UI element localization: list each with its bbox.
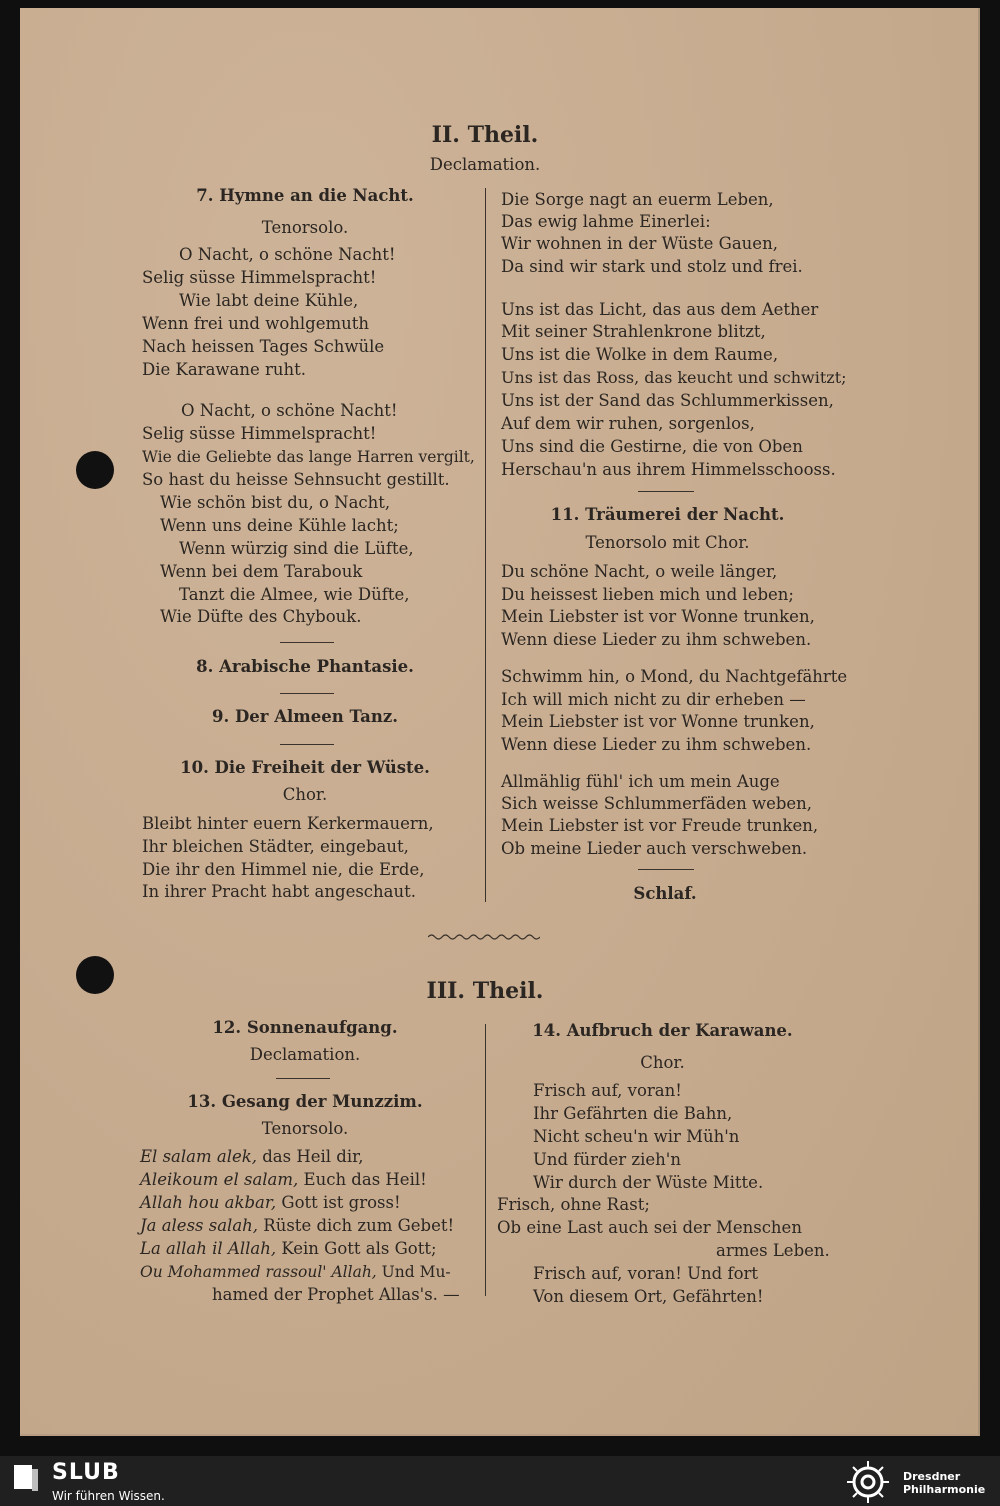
- verse-line: Wie die Geliebte das lange Harren vergilt,: [142, 448, 475, 466]
- no11-title: 11. Träumerei der Nacht.: [550, 505, 785, 524]
- no12-subtitle: Declamation.: [249, 1045, 361, 1064]
- verse-line: Allmählig fühl' ich um mein Auge: [501, 772, 780, 791]
- verse-line: Uns ist die Wolke in dem Raume,: [501, 345, 779, 364]
- verse-line: O Nacht, o schöne Nacht!: [181, 401, 398, 420]
- verse-line: Wie schön bist du, o Nacht,: [160, 493, 391, 512]
- verse-line: Tanzt die Almee, wie Düfte,: [179, 585, 410, 604]
- no13-subtitle: Tenorsolo.: [261, 1119, 349, 1138]
- slub-logo-icon: [12, 1463, 40, 1493]
- section3-title: III. Theil.: [426, 978, 544, 1004]
- partner-name-line2: Philharmonie: [903, 1483, 986, 1496]
- verse-line: Ja aless salah, Rüste dich zum Gebet!: [140, 1216, 455, 1235]
- no14-subtitle: Chor.: [640, 1053, 685, 1072]
- verse-line: Frisch auf, voran! Und fort: [533, 1264, 759, 1283]
- separator-rule: [280, 642, 334, 643]
- verse-line: Uns ist der Sand das Schlummerkissen,: [501, 391, 834, 410]
- verse-line: Da sind wir stark und stolz und frei.: [501, 257, 803, 276]
- verse-line: El salam alek, das Heil dir,: [140, 1147, 364, 1166]
- no11-subtitle: Tenorsolo mit Chor.: [585, 533, 750, 552]
- verse-line: Wenn diese Lieder zu ihm schweben.: [501, 630, 812, 649]
- verse-line: Frisch, ohne Rast;: [497, 1195, 650, 1214]
- punch-hole: [76, 956, 114, 994]
- verse-line: Mein Liebster ist vor Wonne trunken,: [501, 607, 815, 626]
- verse-line: In ihrer Pracht habt angeschaut.: [142, 882, 417, 901]
- verse-line: Ich will mich nicht zu dir erheben —: [501, 690, 806, 709]
- separator-rule: [638, 869, 694, 870]
- verse-line: Nicht scheu'n wir Müh'n: [533, 1127, 740, 1146]
- closing-word: Schlaf.: [633, 884, 697, 903]
- verse-line: Die Karawane ruht.: [142, 360, 307, 379]
- no14-title: 14. Aufbruch der Karawane.: [532, 1021, 793, 1040]
- verse-line: Uns ist das Ross, das keucht und schwitzt;: [501, 368, 847, 387]
- verse-line: Nach heissen Tages Schwüle: [142, 337, 385, 356]
- verse-line: La allah il Allah, Kein Gott als Gott;: [140, 1239, 437, 1258]
- verse-line: Uns ist das Licht, das aus dem Aether: [501, 300, 819, 319]
- verse-line: Ihr Gefährten die Bahn,: [533, 1104, 733, 1123]
- verse-line: Schwimm hin, o Mond, du Nachtgefährte: [501, 667, 848, 686]
- separator-rule: [276, 1078, 330, 1079]
- verse-line: Wie labt deine Kühle,: [179, 291, 359, 310]
- no9-title: 9. Der Almeen Tanz.: [212, 707, 398, 726]
- separator-rule: [280, 693, 334, 694]
- verse-line: Wenn würzig sind die Lüfte,: [179, 539, 414, 558]
- verse-line: Du schöne Nacht, o weile länger,: [501, 562, 778, 581]
- verse-line: Uns sind die Gestirne, die von Oben: [501, 437, 803, 456]
- verse-line: armes Leben.: [716, 1241, 830, 1260]
- footer-bar: [0, 1456, 1000, 1506]
- no12-title: 12. Sonnenaufgang.: [212, 1018, 398, 1037]
- separator-rule: [280, 744, 334, 745]
- verse-line: Wie Düfte des Chybouk.: [160, 607, 362, 626]
- no10-title: 10. Die Freiheit der Wüste.: [180, 758, 430, 777]
- verse-line: Allah hou akbar, Gott ist gross!: [140, 1193, 401, 1212]
- verse-line: Ob eine Last auch sei der Menschen: [497, 1218, 802, 1237]
- slub-brand: SLUB: [52, 1460, 120, 1485]
- verse-line: Aleikoum el salam, Euch das Heil!: [140, 1170, 427, 1189]
- verse-line: O Nacht, o schöne Nacht!: [179, 245, 396, 264]
- verse-line: So hast du heisse Sehnsucht gestillt.: [142, 470, 450, 489]
- verse-line: Ou Mohammed rassoul' Allah, Und Mu-: [140, 1263, 451, 1281]
- no10-subtitle: Chor.: [282, 785, 328, 804]
- section2-title: II. Theil.: [431, 122, 539, 148]
- punch-hole: [76, 451, 114, 489]
- verse-line: Das ewig lahme Einerlei:: [501, 212, 711, 231]
- wavy-ornament: [428, 932, 540, 942]
- verse-line: Du heissest lieben mich und leben;: [501, 585, 794, 604]
- verse-line: Auf dem wir ruhen, sorgenlos,: [501, 414, 755, 433]
- verse-line: Wenn diese Lieder zu ihm schweben.: [501, 735, 812, 754]
- partner-name-line1: Dresdner: [903, 1470, 961, 1483]
- verse-line: Die ihr den Himmel nie, die Erde,: [142, 860, 425, 879]
- verse-line: Bleibt hinter euern Kerkermauern,: [142, 814, 434, 833]
- separator-rule: [638, 491, 694, 492]
- verse-line: Mit seiner Strahlenkrone blitzt,: [501, 322, 766, 341]
- verse-line: Wenn frei und wohlgemuth: [142, 314, 370, 333]
- verse-line: Und fürder zieh'n: [533, 1150, 681, 1169]
- verse-line: Ihr bleichen Städter, eingebaut,: [142, 837, 409, 856]
- verse-line: Wenn bei dem Tarabouk: [160, 562, 363, 581]
- column-divider: [485, 1024, 486, 1296]
- verse-line: hamed der Prophet Allas's. —: [212, 1285, 460, 1304]
- verse-line: Selig süsse Himmelspracht!: [142, 424, 377, 443]
- no7-title: 7. Hymne an die Nacht.: [196, 186, 414, 205]
- verse-line: Von diesem Ort, Gefährten!: [533, 1287, 764, 1306]
- verse-line: Frisch auf, voran!: [533, 1081, 682, 1100]
- verse-line: Die Sorge nagt an euerm Leben,: [501, 190, 774, 209]
- philharmonie-logo-icon: [842, 1459, 894, 1505]
- no13-title: 13. Gesang der Munzzim.: [187, 1092, 423, 1111]
- verse-line: Mein Liebster ist vor Freude trunken,: [501, 816, 819, 835]
- no7-subtitle: Tenorsolo.: [261, 218, 349, 237]
- verse-line: Ob meine Lieder auch verschweben.: [501, 839, 808, 858]
- section2-subtitle: Declamation.: [429, 155, 541, 174]
- verse-line: Wenn uns deine Kühle lacht;: [160, 516, 399, 535]
- no8-title: 8. Arabische Phantasie.: [196, 657, 414, 676]
- verse-line: Wir durch der Wüste Mitte.: [533, 1173, 764, 1192]
- slub-tagline: Wir führen Wissen.: [52, 1489, 165, 1503]
- column-divider: [485, 188, 486, 902]
- verse-line: Selig süsse Himmelspracht!: [142, 268, 377, 287]
- verse-line: Mein Liebster ist vor Wonne trunken,: [501, 712, 815, 731]
- verse-line: Sich weisse Schlummerfäden weben,: [501, 794, 813, 813]
- verse-line: Herschau'n aus ihrem Himmelsschooss.: [501, 460, 836, 479]
- verse-line: Wir wohnen in der Wüste Gauen,: [501, 234, 778, 253]
